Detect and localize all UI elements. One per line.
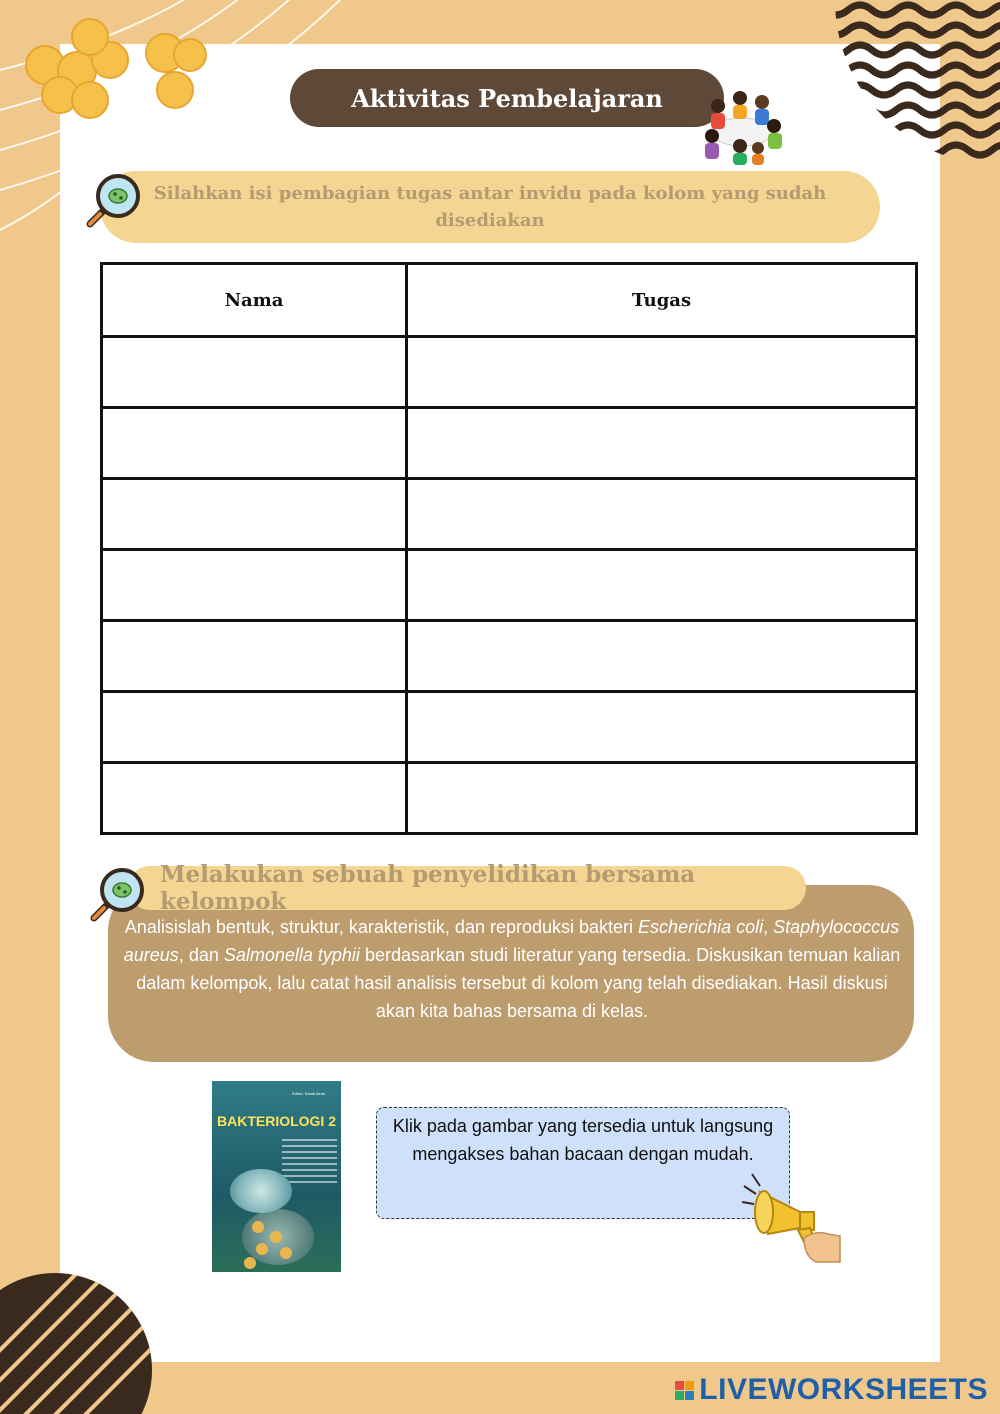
callout-box xyxy=(376,1107,790,1219)
species-name: Escherichia coli xyxy=(638,917,764,937)
book-cover-link[interactable] xyxy=(212,1081,341,1272)
nama-cell[interactable] xyxy=(102,763,407,834)
tugas-cell[interactable] xyxy=(407,621,917,692)
table-row xyxy=(102,621,917,692)
analysis-text-part: Analisislah bentuk, struktur, karakteristik, dan reproduksi bakteri xyxy=(124,917,639,937)
investigation-heading xyxy=(128,861,806,915)
striped-circle-decoration xyxy=(0,1270,155,1414)
nama-cell[interactable] xyxy=(102,408,407,479)
tugas-cell[interactable] xyxy=(407,763,917,834)
species-name: Salmonella typhii xyxy=(223,945,360,965)
species-name: Staphylococcus aureus xyxy=(123,917,900,965)
tugas-cell[interactable] xyxy=(407,550,917,621)
liveworksheets-brand-text: LIVEWORKSHEETS xyxy=(699,1373,988,1406)
column-header-tugas: Tugas xyxy=(407,264,917,337)
book-author-list xyxy=(282,1139,337,1187)
callout-text: Klik pada gambar yang tersedia untuk langsung mengakses bahan bacaan dengan mudah. xyxy=(392,1116,774,1164)
megaphone-icon xyxy=(738,1172,842,1264)
magnifier-bacteria-icon xyxy=(80,172,144,232)
book-cell-image xyxy=(230,1169,292,1213)
table-row xyxy=(102,763,917,834)
nama-cell[interactable] xyxy=(102,621,407,692)
table-row xyxy=(102,337,917,408)
page-title-text: Aktivitas Pembelajaran xyxy=(351,83,663,113)
table-row xyxy=(102,692,917,763)
tugas-cell[interactable] xyxy=(407,337,917,408)
analysis-instruction-text xyxy=(122,913,902,1025)
bacteria-cluster-decoration xyxy=(15,15,215,120)
instruction-banner xyxy=(100,171,880,243)
nama-cell[interactable] xyxy=(102,479,407,550)
tugas-cell[interactable] xyxy=(407,479,917,550)
nama-cell[interactable] xyxy=(102,692,407,763)
table-row xyxy=(102,408,917,479)
nama-cell[interactable] xyxy=(102,550,407,621)
wavy-corner-decoration xyxy=(800,0,1000,165)
table-row xyxy=(102,479,917,550)
liveworksheets-logo[interactable] xyxy=(675,1373,988,1407)
students-group-illustration xyxy=(696,84,788,166)
liveworksheets-mark-icon xyxy=(675,1381,694,1400)
investigation-heading-text: Melakukan sebuah penyelidikan bersama kelompok xyxy=(160,861,696,915)
book-title: BAKTERIOLOGI 2 xyxy=(216,1113,336,1129)
tugas-cell[interactable] xyxy=(407,692,917,763)
book-author: Editor: Sandi Ainia xyxy=(292,1091,325,1096)
instruction-text: Silahkan isi pembagian tugas antar invidu pada kolom yang sudah disediakan xyxy=(153,183,827,231)
analysis-text-part: , xyxy=(763,917,774,937)
analysis-text-part: berdasarkan studi literatur yang tersedia. Diskusikan temuan kalian dalam kelompok, lalu catat hasil analisis tersebut di kolom yang telah disediakan. Hasil diskusi akan kita bahas bersama di kelas. xyxy=(136,945,901,1021)
task-division-table xyxy=(100,262,918,835)
table-header-row xyxy=(102,264,917,337)
analysis-text-part: , dan xyxy=(178,945,224,965)
nama-cell[interactable] xyxy=(102,337,407,408)
page-title xyxy=(290,69,724,127)
table-row xyxy=(102,550,917,621)
column-header-nama: Nama xyxy=(102,264,407,337)
tugas-cell[interactable] xyxy=(407,408,917,479)
